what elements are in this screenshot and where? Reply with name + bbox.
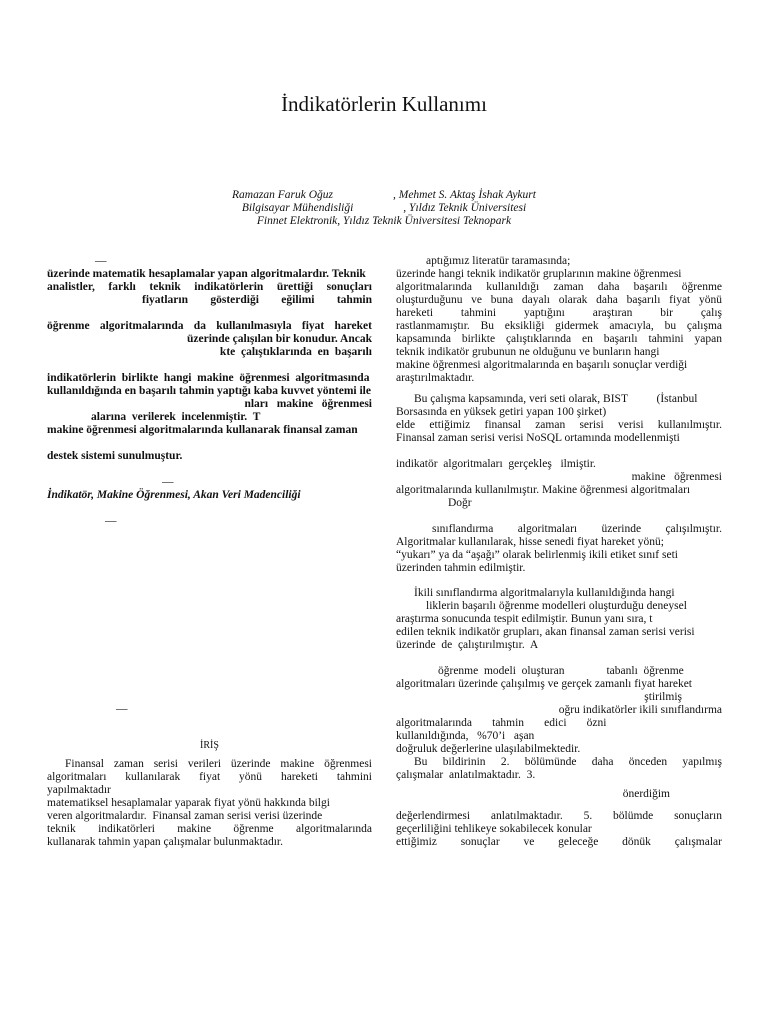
body-line: araştırılmaktadır.: [396, 372, 475, 384]
body-line: ştirilmiş: [644, 691, 682, 703]
body-line: teknik indikatör grubunun ne olduğunu ve bunların hangi: [396, 346, 660, 358]
body-line: [396, 665, 722, 678]
body-fragment: tabanlı öğrenme: [606, 665, 684, 677]
left-column-intro: [47, 739, 372, 849]
body-line: üzerinde hangi teknik indikatör gruplarının makine öğrenmesi: [396, 268, 682, 280]
left-column: [47, 255, 372, 528]
body-line: makine öğrenmesi algoritmalarında en başarılı sonuçlar verdiği: [396, 359, 688, 371]
keywords-dash: —: [162, 476, 174, 488]
intro-line: Finansal zaman serisi verileri üzerinde makine öğrenmesi: [65, 758, 372, 770]
body-line: Finansal zaman serisi verisi NoSQL ortamında modellenmişti: [396, 432, 680, 444]
body-line: araştırma sonucunda tespit edilmiştir. Bunun yanı sıra, t: [396, 613, 653, 625]
abstract-line: kullanıldığında en başarılı tahmin yaptığı kaba kuvvet yöntemi ile: [47, 385, 371, 397]
author-names: , Mehmet S. Aktaş İshak Aykurt: [392, 189, 536, 201]
abstract-line: öğrenme algoritmalarında da kullanılmasıyla fiyat hareket: [47, 320, 372, 332]
body-line: Doğr: [448, 497, 472, 509]
body-line: Bu bildirinin 2. bölümünde daha önceden yapılmış: [414, 756, 722, 768]
body-line: indikatör algoritmaları gerçekleş ilmiştir.: [396, 458, 596, 470]
abstract-line: nları makine öğrenmesi: [244, 398, 372, 410]
body-line: algoritmalarında kullanıldığı zaman daha başarılı öğrenme: [396, 281, 722, 293]
intro-line: matematiksel hesaplamalar yaparak fiyat yönü hakkında bilgi: [47, 797, 330, 809]
abstract-dash: —: [95, 255, 107, 267]
body-line: üzerinde de çalıştırılmıştır. A: [396, 639, 539, 651]
body-line: Bu çalışma kapsamında, veri seti olarak, BIST (İstanbul: [414, 393, 698, 405]
section-dash: —: [116, 703, 128, 715]
keywords: İndikatör, Makine Öğrenmesi, Akan Veri Madenciliği: [47, 489, 301, 501]
body-line: kapsamında birlikte çalıştıklarında en başarılı tahmini yapan: [396, 333, 722, 345]
right-column-p2: [396, 393, 722, 575]
abstract-line: destek sistemi sunulmuştur.: [47, 450, 183, 462]
abstract-line: fiyatların gösterdiği eğilimi tahmin: [142, 294, 372, 306]
body-fragment: öğrenme modeli oluşturan: [438, 665, 565, 677]
body-line: İkili sınıflandırma algoritmalarıyla kullanıldığında hangi: [414, 587, 675, 599]
section-heading: İRİŞ: [200, 740, 219, 751]
body-line: Borsasında en yüksek getiri yapan 100 şirket): [396, 406, 607, 418]
abstract-line: alarına verilerek incelenmiştir. T: [91, 411, 261, 423]
intro-line: kullanarak tahmin yapan çalışmalar bulunmaktadır.: [47, 836, 283, 848]
body-line: algoritmalarında tahmin edici özni: [396, 717, 607, 729]
body-line: algoritmalarında kullanılmıştır. Makine öğrenmesi algoritmaları: [396, 484, 691, 496]
section-dash: —: [105, 515, 117, 527]
author-line: [0, 189, 768, 202]
body-line: rastlanmamıştır. Bu eksikliği gidermek amacıyla, bu çalışma: [396, 320, 722, 332]
body-line: algoritmaları üzerinde çalışılmış ve gerçek zamanlı fiyat hareket: [396, 678, 692, 690]
body-line: edilen teknik indikatör grupları, akan finansal zaman serisi verisi: [396, 626, 695, 638]
body-line: doğruluk değerlerine ulaşılabilmektedir.: [396, 743, 581, 755]
intro-line: algoritmaları kullanılarak fiyat yönü hareketi tahmini: [47, 771, 372, 783]
body-line: Algoritmalar kullanılarak, hisse senedi fiyat hareket yönü;: [396, 536, 664, 548]
affiliation-line: [0, 202, 768, 215]
body-line: oğru indikatörler ikili sınıflandırma: [558, 704, 722, 716]
body-line: “yukarı” ya da “aşağı” olarak belirlenmiş ikili etiket sınıf seti: [396, 549, 678, 561]
right-column: [396, 255, 722, 385]
body-line: oluşturduğunu ve buna dayalı olarak daha başarılı fiyat yönü: [396, 294, 722, 306]
abstract-line: üzerinde çalışılan bir konudur. Ancak: [186, 333, 372, 345]
right-column-p4: [396, 756, 722, 849]
body-line: hareketi tahmini yaptığını araştıran bir çalış: [396, 307, 722, 319]
body-line: önerdiğim: [622, 788, 670, 800]
body-line: çalışmalar anlatılmaktadır. 3.: [396, 769, 536, 781]
abstract-line: analistler, farklı teknik indikatörlerin ürettiği sonuçları: [47, 281, 372, 293]
body-line: liklerin başarılı öğrenme modelleri oluşturduğu deneysel: [426, 600, 687, 612]
right-column-p3: [396, 587, 722, 756]
abstract-line: üzerinde matematik hesaplamalar yapan algoritmalardır. Teknik: [47, 268, 366, 280]
body-line: kullanıldığında, %70’i aşan: [396, 730, 535, 742]
body-line: elde ettiğimiz finansal zaman serisi verisi kullanılmıştır.: [396, 419, 722, 431]
abstract-line: makine öğrenmesi algoritmalarında kullanarak finansal zaman: [47, 424, 358, 436]
intro-line: yapılmaktadır: [47, 784, 111, 796]
body-line: değerlendirmesi anlatılmaktadır. 5. bölümde sonuçların: [396, 810, 722, 822]
affiliation-univ: , Yıldız Teknik Üniversitesi: [403, 202, 527, 214]
intro-line: veren algoritmalardır. Finansal zaman serisi verisi üzerinde: [47, 810, 323, 822]
affiliation-dept: Bilgisayar Mühendisliği: [241, 202, 354, 214]
intro-line: teknik indikatörleri makine öğrenme algoritmalarında: [47, 823, 372, 835]
affiliation-line-2: Finnet Elektronik, Yıldız Teknik Üniversitesi Teknopark: [256, 215, 512, 227]
abstract-line: kte çalıştıklarında en başarılı: [219, 346, 372, 358]
abstract-line: indikatörlerin birlikte hangi makine öğrenmesi algoritmasında: [47, 372, 370, 384]
left-column-dash: [47, 703, 372, 716]
paper-title: İndikatörlerin Kullanımı: [281, 92, 487, 116]
body-line: ettiğimiz sonuçlar ve geleceğe dönük çalışmalar: [396, 836, 722, 848]
body-line: aptığımız literatür taramasında;: [426, 255, 571, 267]
author-name: Ramazan Faruk Oğuz: [232, 189, 333, 201]
body-line: üzerinden tahmin edilmiştir.: [396, 562, 526, 574]
body-line: geçerliliğini tehlikeye sokabilecek konular: [396, 823, 592, 835]
body-line: makine öğrenmesi: [631, 471, 722, 483]
body-line: sınıflandırma algoritmaları üzerinde çalışılmıştır.: [432, 523, 722, 535]
